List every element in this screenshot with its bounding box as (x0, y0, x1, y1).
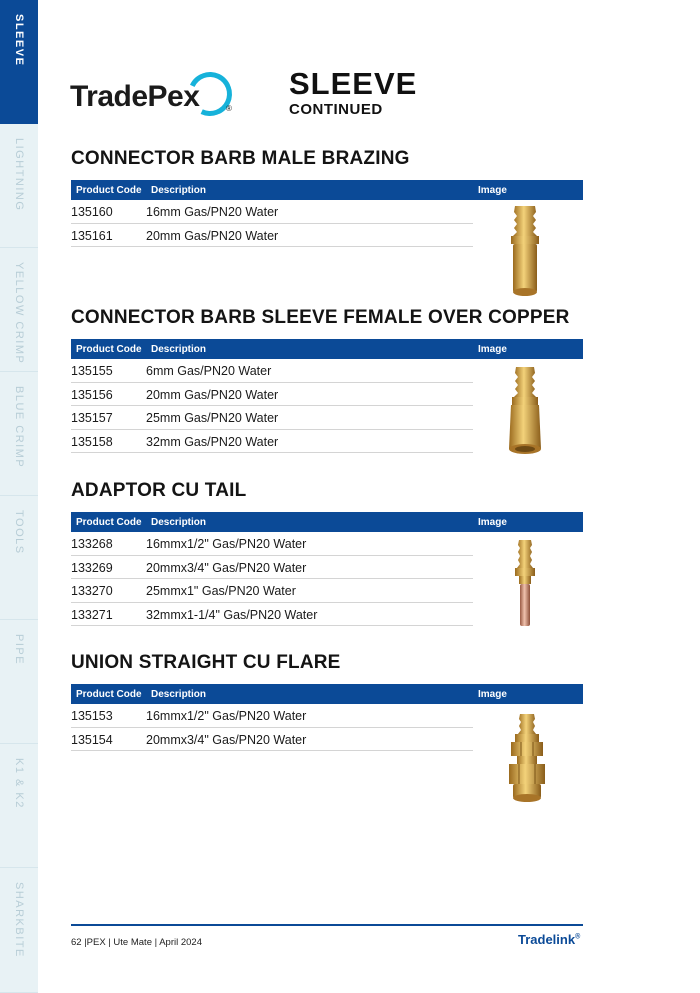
header-image: Image (478, 689, 507, 700)
logo-registered-mark: ® (226, 104, 232, 113)
section-connector-barb-sleeve-female (71, 307, 583, 453)
product-description: 32mm Gas/PN20 Water (146, 434, 279, 449)
table-row (71, 383, 473, 407)
side-tab-pipe[interactable] (0, 620, 38, 744)
side-tab-label: TOOLS (13, 510, 25, 555)
header-product-code: Product Code (76, 689, 142, 700)
brand-registered-mark: ® (575, 933, 581, 941)
brass-adaptor-copper-tail-icon (503, 538, 547, 635)
table-row (71, 704, 473, 728)
section-adaptor-cu-tail (71, 480, 583, 626)
side-tab-yellow-crimp[interactable] (0, 248, 38, 372)
brass-barb-male-brazing-fitting-icon (503, 204, 547, 305)
table-body (71, 532, 583, 626)
product-description: 20mmx3/4" Gas/PN20 Water (146, 732, 307, 747)
section-title: ADAPTOR CU TAIL (71, 480, 247, 501)
tradepex-logo (70, 72, 230, 122)
product-description: 25mmx1" Gas/PN20 Water (146, 584, 296, 598)
table-row (71, 603, 473, 627)
header-product-code: Product Code (76, 517, 142, 528)
table-row (71, 200, 473, 224)
table-row (71, 532, 473, 556)
page-subtitle: CONTINUED (289, 101, 383, 118)
table-row (71, 430, 473, 454)
product-description: 16mm Gas/PN20 Water (146, 205, 279, 219)
footer-page-info: 62 |PEX | Ute Mate | April 2024 (71, 937, 202, 948)
side-tab-lightning[interactable] (0, 124, 38, 248)
product-code: 133268 (71, 537, 113, 551)
table-body (71, 704, 583, 751)
product-description: 20mmx3/4" Gas/PN20 Water (146, 560, 307, 575)
product-code: 133269 (71, 560, 113, 575)
side-tab-sharkbite[interactable] (0, 868, 38, 993)
product-description: 16mmx1/2" Gas/PN20 Water (146, 709, 307, 723)
side-tab-label: LIGHTNING (13, 138, 25, 212)
brand-text: Tradelink (518, 932, 576, 947)
section-connector-barb-male-brazing (71, 148, 583, 247)
product-code: 135157 (71, 411, 113, 425)
product-code: 133270 (71, 584, 113, 598)
product-code: 135160 (71, 205, 113, 219)
logo-text: TradePex (70, 80, 200, 113)
section-title: UNION STRAIGHT CU FLARE (71, 652, 341, 673)
table-row (71, 728, 473, 752)
table-row (71, 406, 473, 430)
page-title: SLEEVE (289, 66, 418, 101)
product-code: 133271 (71, 607, 113, 622)
product-description: 16mmx1/2" Gas/PN20 Water (146, 537, 307, 551)
product-code: 135156 (71, 387, 113, 402)
side-tab-label: PIPE (13, 634, 25, 666)
header-image: Image (478, 344, 507, 355)
product-description: 20mm Gas/PN20 Water (146, 228, 279, 243)
product-description: 25mm Gas/PN20 Water (146, 411, 279, 425)
table-body (71, 359, 583, 453)
header-description: Description (151, 689, 207, 700)
header-product-code: Product Code (76, 185, 142, 196)
table-row (71, 224, 473, 248)
table-header (71, 512, 583, 532)
header-image: Image (478, 185, 507, 196)
table-row (71, 359, 473, 383)
brass-union-straight-flare-icon (503, 712, 547, 809)
brass-barb-female-copper-fitting-icon (503, 365, 547, 462)
side-tab-label: K1 & K2 (13, 758, 25, 809)
header-image: Image (478, 517, 507, 528)
product-code: 135161 (71, 228, 113, 243)
footer-divider (71, 924, 583, 926)
side-tab-k1-k2[interactable] (0, 744, 38, 868)
product-code: 135153 (71, 709, 113, 723)
product-description: 32mmx1-1/4" Gas/PN20 Water (146, 607, 318, 622)
table-header (71, 684, 583, 704)
side-tab-label: SHARKBITE (13, 882, 25, 958)
product-code: 135155 (71, 364, 113, 378)
side-tab-sleeve[interactable] (0, 0, 38, 124)
section-title: CONNECTOR BARB MALE BRAZING (71, 148, 410, 169)
table-row (71, 556, 473, 580)
section-union-straight-cu-flare (71, 652, 583, 751)
side-tab-label: BLUE CRIMP (13, 386, 25, 469)
header-description: Description (151, 344, 207, 355)
product-code: 135154 (71, 732, 113, 747)
table-row (71, 579, 473, 603)
table-header (71, 180, 583, 200)
header-description: Description (151, 517, 207, 528)
product-description: 20mm Gas/PN20 Water (146, 387, 279, 402)
side-tab-tools[interactable] (0, 496, 38, 620)
side-tab-label: YELLOW CRIMP (13, 262, 25, 365)
side-tabs (0, 0, 38, 993)
table-body (71, 200, 583, 247)
section-title: CONNECTOR BARB SLEEVE FEMALE OVER COPPER (71, 307, 570, 328)
header-product-code: Product Code (76, 344, 142, 355)
table-header (71, 339, 583, 359)
header-description: Description (151, 185, 207, 196)
product-code: 135158 (71, 434, 113, 449)
side-tab-blue-crimp[interactable] (0, 372, 38, 496)
product-description: 6mm Gas/PN20 Water (146, 364, 272, 378)
side-tab-label: SLEEVE (13, 14, 25, 67)
tradelink-logo (518, 932, 580, 947)
